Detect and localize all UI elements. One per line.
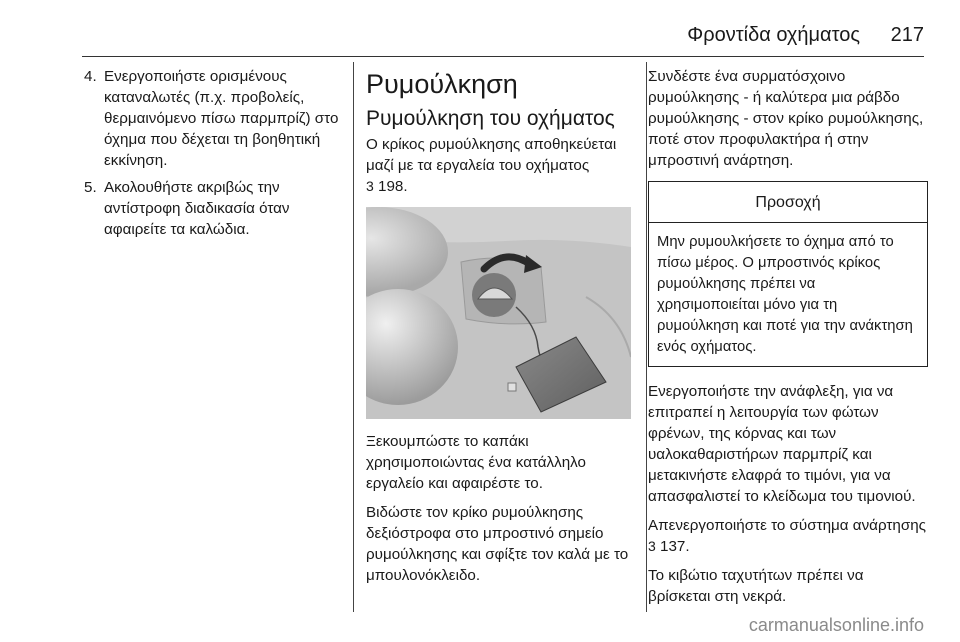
tow-eye-drawing	[366, 207, 631, 419]
column-3	[648, 66, 928, 615]
chapter-title: Φροντίδα οχήματος	[687, 24, 860, 46]
header-rule	[82, 56, 924, 57]
tow-eye-illustration	[366, 207, 631, 419]
column-2	[366, 66, 634, 594]
paragraph-text: Απενεργοποιήστε το σύστημα ανάρτησης	[648, 517, 926, 534]
step-number: 5.	[84, 179, 97, 196]
step-text: Ακολουθήστε ακριβώς την αντίστροφη διαδικασία όταν αφαιρείτε τα καλώδια.	[104, 179, 290, 238]
caution-box	[648, 181, 928, 367]
subsection-title: Ρυμούλκηση του οχήματος	[366, 107, 615, 130]
paragraph: Ενεργοποιήστε την ανάφλεξη, για να επιτραπεί η λειτουργία των φώτων φρένων, της κόρνας και των υαλοκαθαριστήρων παρμπρίζ και μετακινήστε ελαφρά το τιμόνι, για να απασφαλιστεί το κλείδωμα του τιμονιού.	[648, 383, 916, 505]
page-ref-arrow-icon: 3	[648, 538, 656, 554]
page-ref-arrow-icon: 3	[366, 178, 374, 194]
column-1	[84, 66, 342, 246]
step-text: Ενεργοποιήστε ορισμένους καταναλωτές (π.χ. προβολείς, θερμαινόμενο πίσω παρμπρίζ) στο όχημα που δέχεται τη βοηθητική εκκίνηση.	[104, 68, 339, 169]
paragraph: Το κιβώτιο ταχυτήτων πρέπει να βρίσκεται στη νεκρά.	[648, 567, 864, 605]
intro-text: Ο κρίκος ρυμούλκησης αποθηκεύεται μαζί με τα εργαλεία του οχήματος	[366, 136, 617, 174]
list-item	[84, 66, 342, 171]
step-list	[84, 66, 342, 240]
paragraph: Ξεκουμπώστε το καπάκι χρησιμοποιώντας ένα κατάλληλο εργαλείο και αφαιρέστε το.	[366, 433, 586, 492]
column-divider-2	[646, 62, 647, 612]
page-ref: 137.	[655, 538, 690, 555]
paragraph	[648, 515, 928, 557]
paragraph: Συνδέστε ένα συρματόσχοινο ρυμούλκησης - ή καλύτερα μια ράβδο ρυμούλκησης - στον κρίκο ρυμούλκησης, ποτέ στον προφυλακτήρα ή στην μπροστινή ανάρτηση.	[648, 68, 924, 169]
intro-paragraph	[366, 134, 634, 197]
watermark: carmanualsonline.info	[748, 615, 924, 635]
caution-title: Προσοχή	[649, 182, 927, 223]
page-number: 217	[890, 24, 924, 46]
page-header	[0, 0, 960, 56]
caution-text: Μην ρυμουλκήσετε το όχημα από το πίσω μέρος. Ο μπροστινός κρίκος ρυμούλκησης πρέπει να χρησιμοποιείται μόνο για τη ρυμούλκηση και ποτέ για την ανάκτηση ενός οχήματος.	[657, 234, 913, 355]
column-divider-1	[353, 62, 354, 612]
list-item	[84, 177, 342, 240]
page-ref: 198.	[373, 178, 408, 195]
step-number: 4.	[84, 68, 97, 85]
paragraph: Βιδώστε τον κρίκο ρυμούλκησης δεξιόστροφα στο μπροστινό σημείο ρυμούλκησης και σφίξτε τον καλά με το μπουλονόκλειδο.	[366, 504, 629, 584]
section-title: Ρυμούλκηση	[366, 69, 518, 99]
